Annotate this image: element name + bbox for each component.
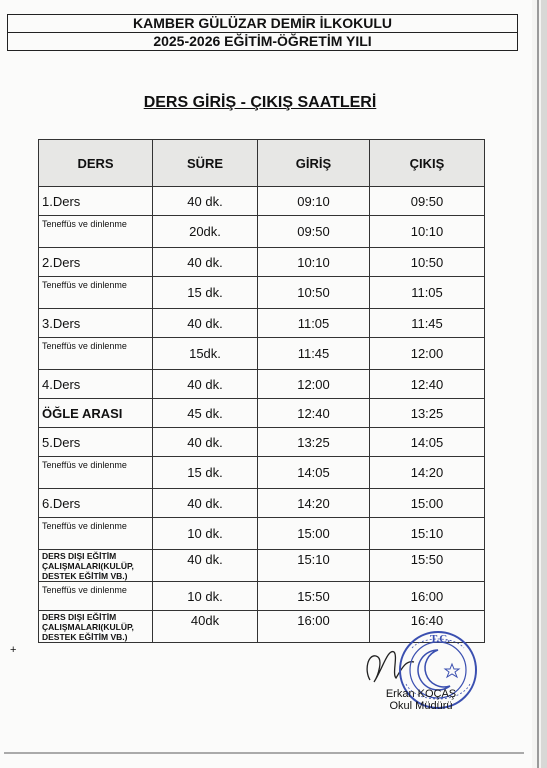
cell-sure: 15dk. xyxy=(153,338,258,370)
cell-giris: 11:45 xyxy=(258,338,370,370)
column-header-giris: GİRİŞ xyxy=(258,140,370,187)
school-header-box xyxy=(7,14,518,51)
cell-cikis: 13:25 xyxy=(370,399,485,428)
cell-ders: DERS DIŞI EĞİTİM ÇALIŞMALARI(KULÜP, DESTEK EĞİTİM VB.) xyxy=(39,611,153,643)
page-title: DERS GİRİŞ - ÇIKIŞ SAATLERİ xyxy=(143,94,377,111)
cell-sure: 10 dk. xyxy=(153,518,258,550)
table-header-row xyxy=(39,140,485,187)
cell-giris: 15:10 xyxy=(258,550,370,582)
cell-sure: 40 dk. xyxy=(153,309,258,338)
signatory-role: Okul Müdürü xyxy=(389,700,453,712)
cell-sure: 40dk xyxy=(153,611,258,643)
table-row xyxy=(39,428,485,457)
column-header-sure: SÜRE xyxy=(153,140,258,187)
bottom-border xyxy=(4,752,524,754)
cell-giris: 12:40 xyxy=(258,399,370,428)
table-row xyxy=(39,489,485,518)
cell-giris: 09:50 xyxy=(258,216,370,248)
schedule-table xyxy=(38,139,485,643)
cell-giris: 11:05 xyxy=(258,309,370,338)
cell-sure: 40 dk. xyxy=(153,550,258,582)
cell-ders: ÖĞLE ARASI xyxy=(39,399,153,428)
cell-sure: 40 dk. xyxy=(153,248,258,277)
table-row xyxy=(39,399,485,428)
cell-ders: 2.Ders xyxy=(39,248,153,277)
signatory-block xyxy=(376,688,466,712)
cell-giris: 13:25 xyxy=(258,428,370,457)
table-row xyxy=(39,277,485,309)
cell-giris: 15:00 xyxy=(258,518,370,550)
cell-cikis: 15:50 xyxy=(370,550,485,582)
cell-ders: Teneffüs ve dinlenme xyxy=(39,518,153,550)
cell-ders: 5.Ders xyxy=(39,428,153,457)
cell-ders: Teneffüs ve dinlenme xyxy=(39,216,153,248)
cell-sure: 15 dk. xyxy=(153,457,258,489)
signatory-name: Erkan KOÇAŞ xyxy=(385,688,457,700)
cell-ders: DERS DIŞI EĞİTİM ÇALIŞMALARI(KULÜP, DESTEK EĞİTİM VB.) xyxy=(39,550,153,582)
cell-giris: 14:20 xyxy=(258,489,370,518)
table-row xyxy=(39,216,485,248)
cell-sure: 40 dk. xyxy=(153,489,258,518)
cell-sure: 40 dk. xyxy=(153,187,258,216)
cell-giris: 10:50 xyxy=(258,277,370,309)
cell-sure: 20dk. xyxy=(153,216,258,248)
column-header-ders: DERS xyxy=(39,140,153,187)
cell-cikis: 15:10 xyxy=(370,518,485,550)
cell-cikis: 15:00 xyxy=(370,489,485,518)
cell-giris: 10:10 xyxy=(258,248,370,277)
cell-giris: 12:00 xyxy=(258,370,370,399)
page-edge-line xyxy=(537,0,539,768)
table-row xyxy=(39,550,485,582)
cell-giris: 09:10 xyxy=(258,187,370,216)
cell-cikis: 16:40 xyxy=(370,611,485,643)
cell-giris: 14:05 xyxy=(258,457,370,489)
column-header-cikis: ÇIKIŞ xyxy=(370,140,485,187)
table-row xyxy=(39,309,485,338)
cell-cikis: 12:40 xyxy=(370,370,485,399)
seal-text: T.C. xyxy=(430,633,450,645)
cell-cikis: 10:10 xyxy=(370,216,485,248)
table-row xyxy=(39,248,485,277)
cell-ders: 3.Ders xyxy=(39,309,153,338)
plus-mark: + xyxy=(10,644,17,656)
cell-giris: 15:50 xyxy=(258,582,370,611)
cell-giris: 16:00 xyxy=(258,611,370,643)
cell-sure: 15 dk. xyxy=(153,277,258,309)
cell-cikis: 12:00 xyxy=(370,338,485,370)
table-row xyxy=(39,582,485,611)
cell-cikis: 16:00 xyxy=(370,582,485,611)
cell-ders: 1.Ders xyxy=(39,187,153,216)
table-row xyxy=(39,457,485,489)
table-row xyxy=(39,338,485,370)
table-row xyxy=(39,187,485,216)
school-name: KAMBER GÜLÜZAR DEMİR İLKOKULU xyxy=(133,15,392,31)
cell-cikis: 10:50 xyxy=(370,248,485,277)
cell-sure: 40 dk. xyxy=(153,370,258,399)
page-edge-shadow xyxy=(541,0,547,768)
cell-sure: 40 dk. xyxy=(153,428,258,457)
cell-cikis: 09:50 xyxy=(370,187,485,216)
table-row xyxy=(39,518,485,550)
table-row xyxy=(39,370,485,399)
cell-ders: Teneffüs ve dinlenme xyxy=(39,338,153,370)
cell-ders: Teneffüs ve dinlenme xyxy=(39,457,153,489)
cell-sure: 10 dk. xyxy=(153,582,258,611)
cell-ders: Teneffüs ve dinlenme xyxy=(39,582,153,611)
cell-ders: 4.Ders xyxy=(39,370,153,399)
cell-sure: 45 dk. xyxy=(153,399,258,428)
cell-ders: 6.Ders xyxy=(39,489,153,518)
cell-cikis: 11:45 xyxy=(370,309,485,338)
cell-cikis: 14:05 xyxy=(370,428,485,457)
cell-cikis: 14:20 xyxy=(370,457,485,489)
cell-ders: Teneffüs ve dinlenme xyxy=(39,277,153,309)
academic-year: 2025-2026 EĞİTİM-ÖĞRETİM YILI xyxy=(8,32,517,50)
cell-cikis: 11:05 xyxy=(370,277,485,309)
